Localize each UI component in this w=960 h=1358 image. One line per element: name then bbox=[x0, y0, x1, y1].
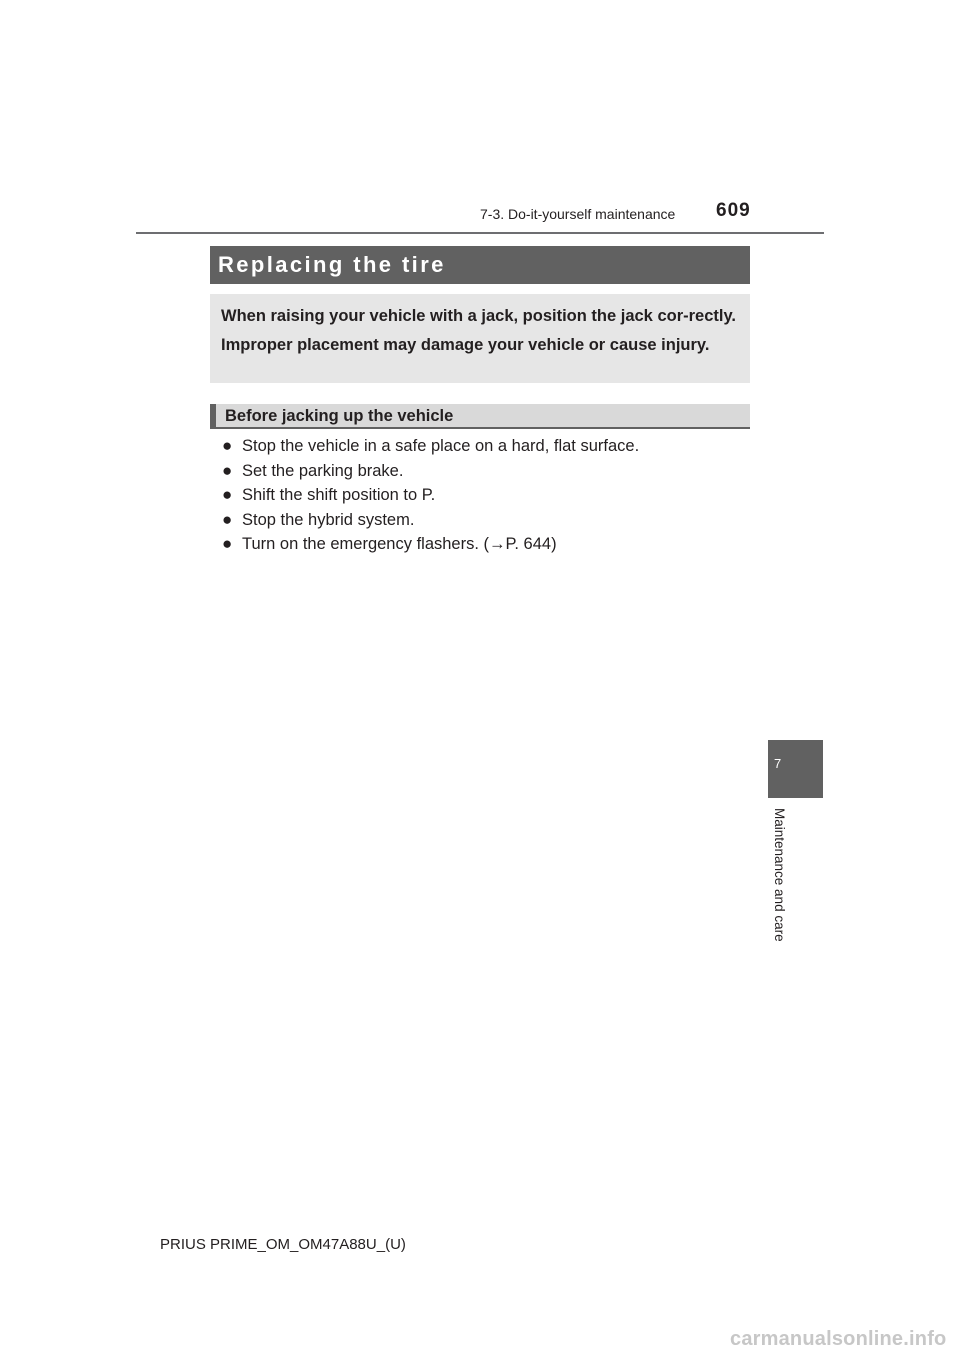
section-title: Replacing the tire bbox=[218, 252, 446, 277]
chapter-tab bbox=[768, 740, 823, 798]
bullet-list bbox=[222, 436, 639, 559]
section-title-bar bbox=[210, 246, 750, 284]
list-item bbox=[222, 534, 639, 559]
chapter-label: Maintenance and care bbox=[772, 808, 787, 942]
list-item bbox=[222, 461, 639, 486]
list-item-text: Stop the hybrid system. bbox=[242, 510, 415, 529]
summary-box bbox=[210, 294, 750, 383]
list-item-text: Shift the shift position to P. bbox=[242, 486, 436, 504]
summary-text-1: When raising your vehicle with a jack, position the jack cor-rectly. bbox=[221, 307, 737, 325]
list-item-text: Stop the vehicle in a safe place on a hard, flat surface. bbox=[242, 437, 640, 455]
list-item bbox=[222, 485, 639, 510]
bullet-icon: ● bbox=[222, 509, 233, 529]
subsection-heading: Before jacking up the vehicle bbox=[210, 404, 750, 429]
bullet-icon: ● bbox=[222, 534, 233, 553]
list-item bbox=[222, 436, 639, 461]
page-number: 609 bbox=[716, 200, 751, 221]
list-item bbox=[222, 510, 639, 535]
bullet-icon: ● bbox=[222, 485, 233, 504]
list-item-text: Set the parking brake. bbox=[242, 461, 404, 480]
list-item-text: Turn on the emergency flashers. (→P. 644) bbox=[242, 535, 557, 553]
bullet-icon: ● bbox=[222, 436, 233, 455]
bullet-icon: ● bbox=[222, 460, 233, 480]
chapter-number: 7 bbox=[774, 756, 782, 771]
watermark: carmanualsonline.info bbox=[730, 1328, 947, 1350]
footer-doc-id: PRIUS PRIME_OM_OM47A88U_(U) bbox=[160, 1236, 406, 1253]
header-divider bbox=[136, 232, 824, 234]
running-header-section: 7-3. Do-it-yourself maintenance bbox=[480, 206, 676, 222]
summary-text-2: Improper placement may damage your vehicle or cause injury. bbox=[221, 336, 710, 354]
